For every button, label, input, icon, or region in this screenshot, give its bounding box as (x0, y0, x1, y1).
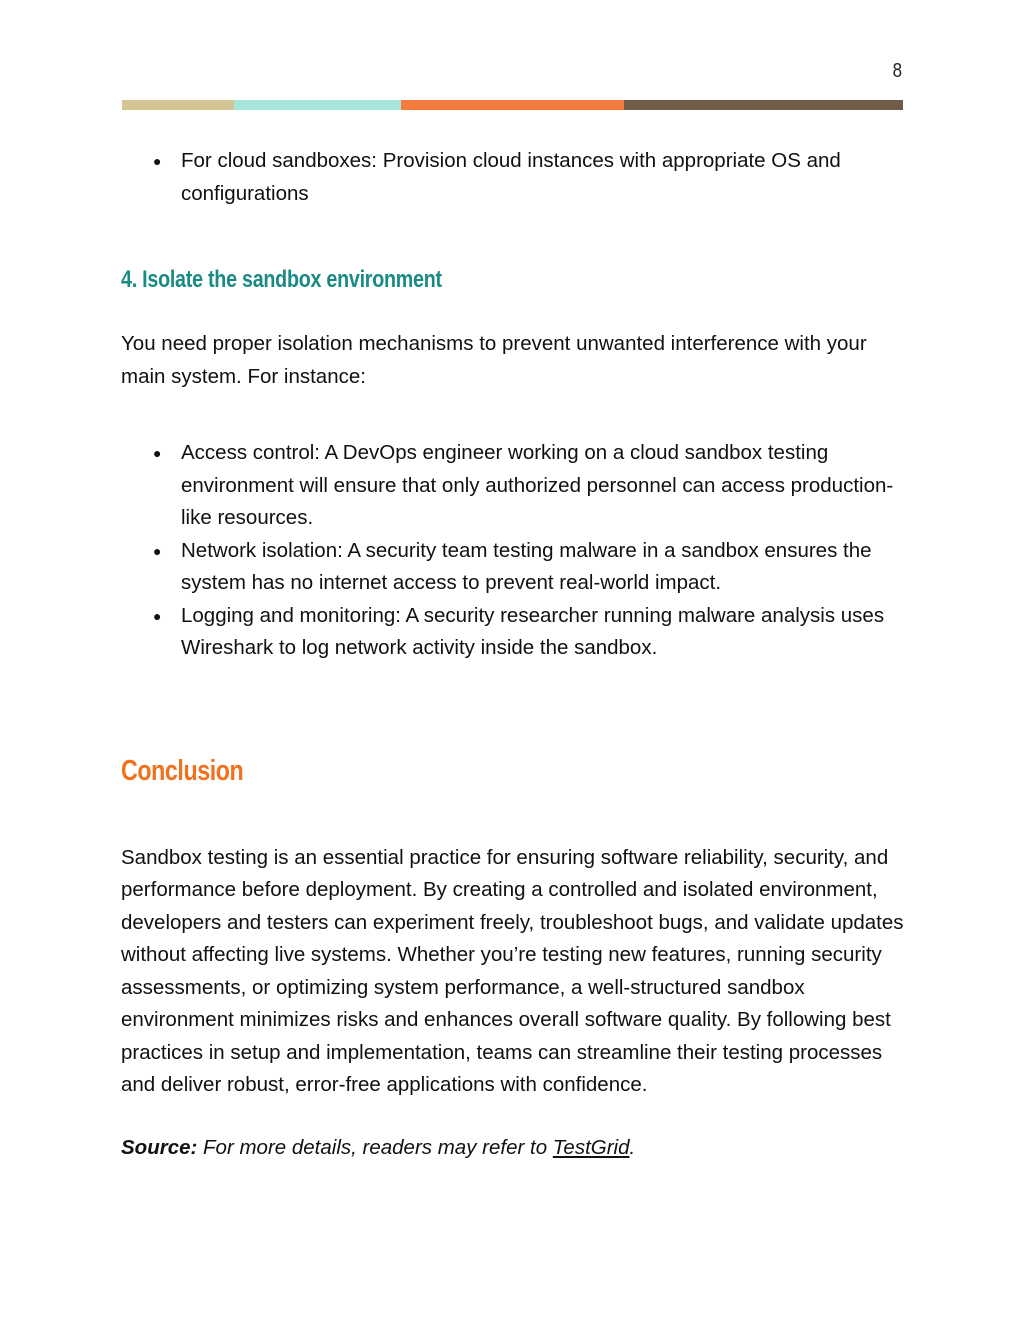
bullet-icon: ● (153, 153, 162, 169)
source-text: For more details, readers may refer to (197, 1135, 553, 1159)
step-4-heading: 4. Isolate the sandbox environment (121, 266, 442, 293)
cloud-sandbox-bullet-list (121, 145, 911, 210)
list-item (121, 600, 911, 665)
list-item-text: Access control: A DevOps engineer working on a cloud sandbox testing environment will ensure that only authorized personnel can access production-like resources. (181, 441, 894, 529)
list-item (121, 145, 911, 210)
stripe-segment-2 (234, 100, 401, 110)
source-line (121, 1132, 911, 1165)
testgrid-link[interactable]: TestGrid (552, 1135, 630, 1159)
page-number: 8 (892, 60, 902, 82)
step-4-intro: You need proper isolation mechanisms to prevent unwanted interference with your main system. For instance: (121, 332, 867, 388)
list-item-text: Logging and monitoring: A security researcher running malware analysis uses Wireshark to log network activity inside the sandbox. (181, 603, 885, 659)
conclusion-title: Conclusion (121, 754, 244, 787)
source-label: Source: (121, 1135, 198, 1159)
isolation-bullet-list (121, 437, 911, 665)
stripe-segment-3 (401, 100, 624, 110)
decorative-color-stripe (122, 100, 903, 110)
source-trailing: . (629, 1135, 636, 1159)
bullet-icon: ● (153, 542, 162, 559)
stripe-segment-1 (122, 100, 234, 110)
list-item-text: Network isolation: A security team testing malware in a sandbox ensures the system has no internet access to prevent real-world impact. (181, 538, 872, 594)
list-item-text: For cloud sandboxes: Provision cloud instances with appropriate OS and configurations (181, 149, 841, 205)
bullet-icon: ● (153, 607, 162, 624)
bullet-icon: ● (153, 445, 162, 461)
page-content (121, 145, 911, 1164)
list-item (121, 437, 911, 535)
stripe-segment-4 (624, 100, 903, 110)
conclusion-body: Sandbox testing is an essential practice for ensuring software reliability, security, and performance before deployment. By creating a controlled and isolated environment, developers and testers can experiment freely, troubleshoot bugs, and validate updates without affecting live systems. Whether you’re testing new features, running security assessments, or optimizing system performance, a well-structured sandbox environment minimizes risks and enhances overall software quality. By following best practices in setup and implementation, teams can streamline their testing processes and deliver robust, error-free applications with confidence. (121, 845, 904, 1096)
list-item (121, 535, 911, 600)
